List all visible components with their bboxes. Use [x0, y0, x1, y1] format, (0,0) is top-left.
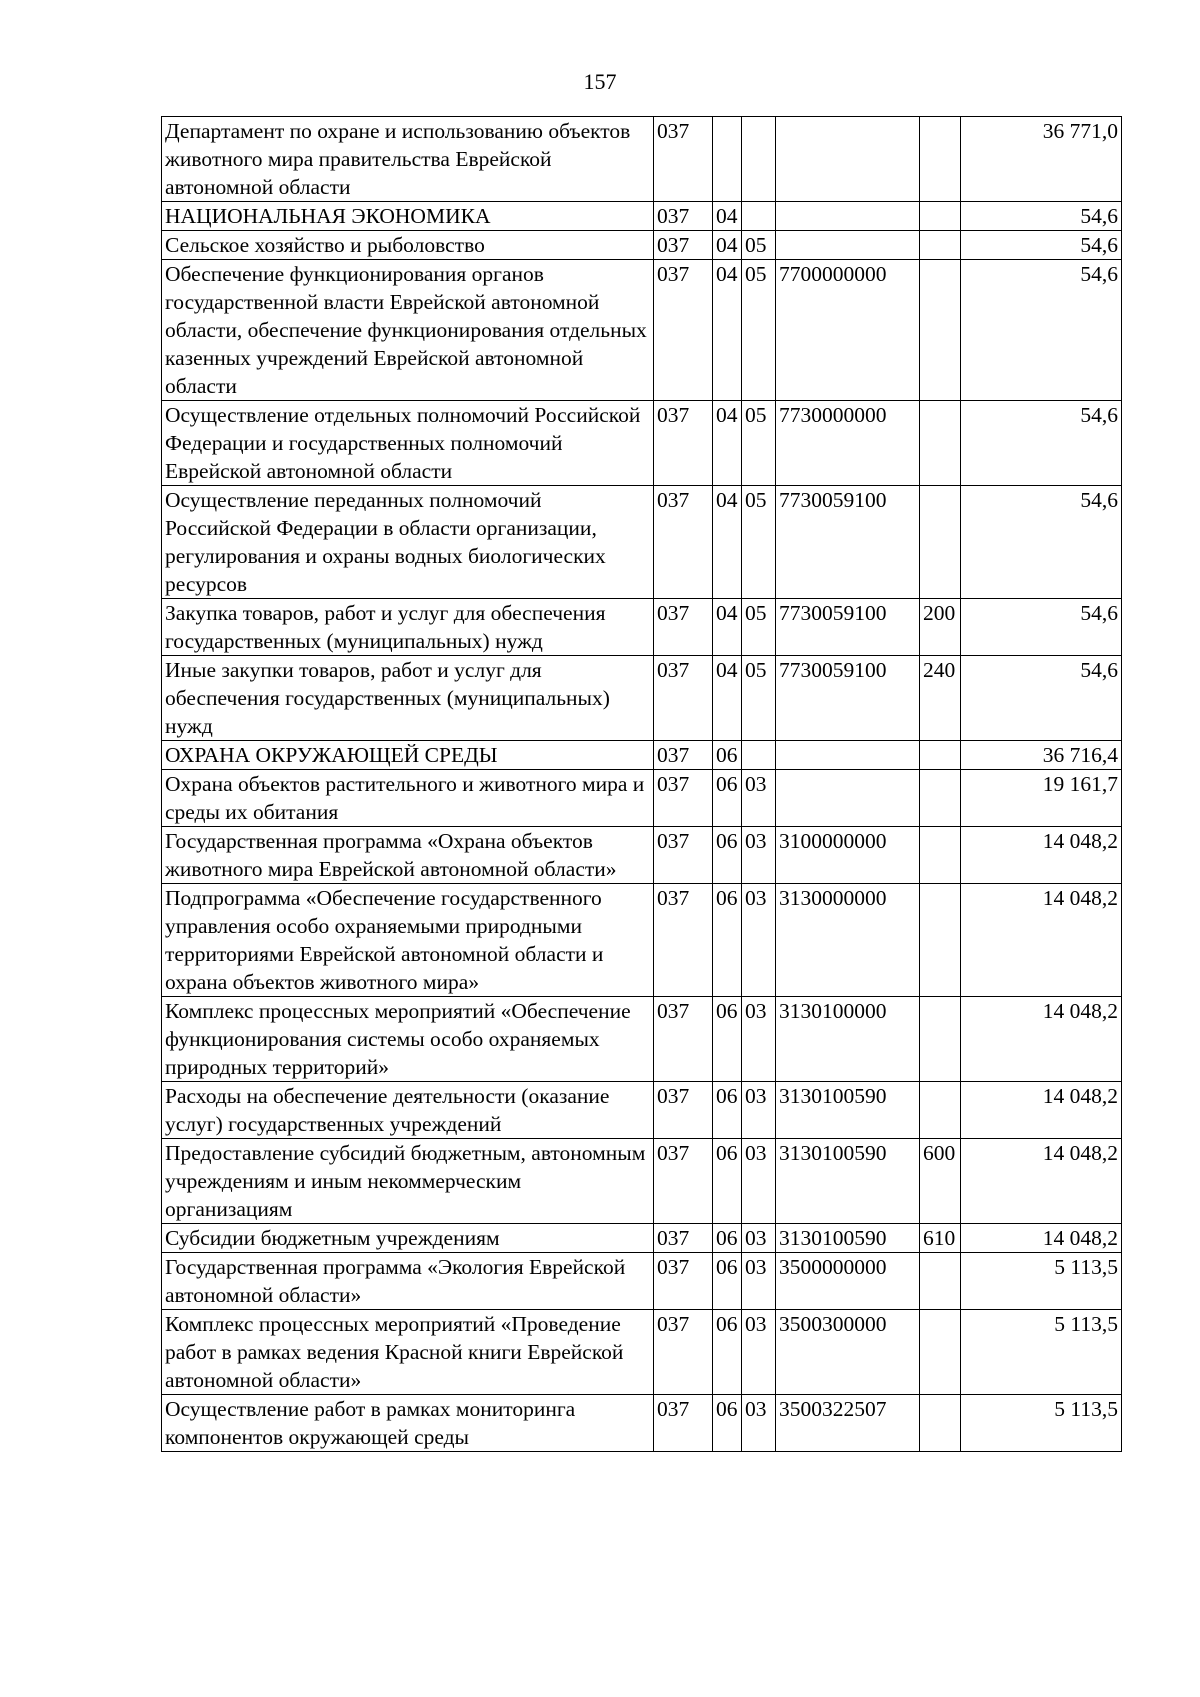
row-rz-cell: 06 [713, 1224, 742, 1253]
row-gr-cell: 037 [654, 770, 713, 827]
row-sum-cell: 14 048,2 [961, 884, 1122, 997]
table-row [162, 260, 1122, 401]
row-vr-cell [920, 231, 961, 260]
row-pr-cell: 03 [742, 1395, 776, 1452]
row-vr-cell [920, 1395, 961, 1452]
row-rz-cell [713, 117, 742, 202]
row-csr-cell: 3500300000 [776, 1310, 920, 1395]
row-gr-cell: 037 [654, 1082, 713, 1139]
row-sum-cell: 5 113,5 [961, 1395, 1122, 1452]
row-csr-cell [776, 231, 920, 260]
row-gr-cell: 037 [654, 1139, 713, 1224]
row-vr-cell [920, 486, 961, 599]
row-vr-cell [920, 827, 961, 884]
row-gr-cell: 037 [654, 1310, 713, 1395]
row-vr-cell [920, 997, 961, 1082]
row-gr-cell: 037 [654, 599, 713, 656]
row-pr-cell: 03 [742, 1082, 776, 1139]
row-csr-cell: 7730059100 [776, 656, 920, 741]
row-csr-cell: 7730000000 [776, 401, 920, 486]
table-row [162, 1310, 1122, 1395]
row-pr-cell: 05 [742, 401, 776, 486]
row-vr-cell [920, 117, 961, 202]
row-pr-cell: 05 [742, 231, 776, 260]
row-pr-cell [742, 202, 776, 231]
row-rz-cell: 06 [713, 827, 742, 884]
table-row [162, 741, 1122, 770]
row-name-cell: Закупка товаров, работ и услуг для обеспечения государственных (муниципальных) нужд [162, 599, 654, 656]
row-sum-cell: 5 113,5 [961, 1253, 1122, 1310]
row-gr-cell: 037 [654, 884, 713, 997]
row-pr-cell: 05 [742, 486, 776, 599]
row-csr-cell: 3130100000 [776, 997, 920, 1082]
row-gr-cell: 037 [654, 231, 713, 260]
row-rz-cell: 04 [713, 599, 742, 656]
row-gr-cell: 037 [654, 1253, 713, 1310]
row-csr-cell: 3130000000 [776, 884, 920, 997]
row-name-cell: Субсидии бюджетным учреждениям [162, 1224, 654, 1253]
row-rz-cell: 04 [713, 260, 742, 401]
row-sum-cell: 14 048,2 [961, 997, 1122, 1082]
row-sum-cell: 19 161,7 [961, 770, 1122, 827]
row-csr-cell: 7730059100 [776, 599, 920, 656]
page-number: 157 [583, 69, 617, 94]
row-csr-cell [776, 202, 920, 231]
row-csr-cell: 3500000000 [776, 1253, 920, 1310]
row-gr-cell: 037 [654, 1224, 713, 1253]
row-gr-cell: 037 [654, 827, 713, 884]
row-gr-cell: 037 [654, 202, 713, 231]
row-vr-cell [920, 741, 961, 770]
row-sum-cell: 36 771,0 [961, 117, 1122, 202]
row-name-cell: Охрана объектов растительного и животного мира и среды их обитания [162, 770, 654, 827]
table-row [162, 486, 1122, 599]
row-gr-cell: 037 [654, 656, 713, 741]
row-vr-cell [920, 260, 961, 401]
row-pr-cell [742, 741, 776, 770]
row-sum-cell: 14 048,2 [961, 1224, 1122, 1253]
row-rz-cell: 06 [713, 884, 742, 997]
row-rz-cell: 06 [713, 997, 742, 1082]
row-gr-cell: 037 [654, 741, 713, 770]
row-gr-cell: 037 [654, 117, 713, 202]
row-gr-cell: 037 [654, 1395, 713, 1452]
table-body [162, 117, 1122, 1452]
row-sum-cell: 54,6 [961, 401, 1122, 486]
row-csr-cell: 3130100590 [776, 1224, 920, 1253]
row-vr-cell [920, 401, 961, 486]
row-vr-cell [920, 884, 961, 997]
row-vr-cell: 200 [920, 599, 961, 656]
row-rz-cell: 06 [713, 741, 742, 770]
row-vr-cell [920, 1310, 961, 1395]
row-name-cell: Государственная программа «Охрана объектов животного мира Еврейской автономной области» [162, 827, 654, 884]
row-name-cell: Расходы на обеспечение деятельности (оказание услуг) государственных учреждений [162, 1082, 654, 1139]
row-csr-cell [776, 117, 920, 202]
row-pr-cell: 05 [742, 260, 776, 401]
row-name-cell: Осуществление работ в рамках мониторинга компонентов окружающей среды [162, 1395, 654, 1452]
row-pr-cell [742, 117, 776, 202]
row-csr-cell: 3100000000 [776, 827, 920, 884]
row-name-cell: Предоставление субсидий бюджетным, автономным учреждениям и иным некоммерческим организациям [162, 1139, 654, 1224]
table-row [162, 656, 1122, 741]
table-row [162, 1253, 1122, 1310]
row-vr-cell [920, 202, 961, 231]
row-rz-cell: 06 [713, 770, 742, 827]
row-gr-cell: 037 [654, 997, 713, 1082]
table-row [162, 1139, 1122, 1224]
row-csr-cell: 7700000000 [776, 260, 920, 401]
row-sum-cell: 54,6 [961, 599, 1122, 656]
row-csr-cell: 3500322507 [776, 1395, 920, 1452]
table-row [162, 1395, 1122, 1452]
row-pr-cell: 05 [742, 656, 776, 741]
row-gr-cell: 037 [654, 401, 713, 486]
row-name-cell: Иные закупки товаров, работ и услуг для обеспечения государственных (муниципальных) нужд [162, 656, 654, 741]
row-pr-cell: 03 [742, 770, 776, 827]
row-sum-cell: 54,6 [961, 231, 1122, 260]
row-name-cell: НАЦИОНАЛЬНАЯ ЭКОНОМИКА [162, 202, 654, 231]
row-csr-cell: 7730059100 [776, 486, 920, 599]
row-vr-cell [920, 1082, 961, 1139]
row-name-cell: Департамент по охране и использованию объектов животного мира правительства Еврейской автономной области [162, 117, 654, 202]
table-row [162, 1224, 1122, 1253]
row-name-cell: Государственная программа «Экология Еврейской автономной области» [162, 1253, 654, 1310]
row-vr-cell: 240 [920, 656, 961, 741]
row-vr-cell [920, 770, 961, 827]
row-rz-cell: 06 [713, 1082, 742, 1139]
row-pr-cell: 03 [742, 1310, 776, 1395]
row-rz-cell: 04 [713, 231, 742, 260]
row-rz-cell: 06 [713, 1310, 742, 1395]
row-vr-cell [920, 1253, 961, 1310]
row-sum-cell: 54,6 [961, 260, 1122, 401]
row-sum-cell: 5 113,5 [961, 1310, 1122, 1395]
row-sum-cell: 14 048,2 [961, 827, 1122, 884]
row-vr-cell: 600 [920, 1139, 961, 1224]
row-rz-cell: 04 [713, 202, 742, 231]
table-row [162, 884, 1122, 997]
row-name-cell: Осуществление переданных полномочий Российской Федерации в области организации, регулирования и охраны водных биологических ресурсов [162, 486, 654, 599]
row-gr-cell: 037 [654, 486, 713, 599]
row-pr-cell: 03 [742, 1253, 776, 1310]
row-name-cell: Обеспечение функционирования органов государственной власти Еврейской автономной области, обеспечение функционирования отдельных казенных учреждений Еврейской автономной области [162, 260, 654, 401]
row-name-cell: Осуществление отдельных полномочий Российской Федерации и государственных полномочий Еврейской автономной области [162, 401, 654, 486]
table-row [162, 231, 1122, 260]
table-row [162, 827, 1122, 884]
row-rz-cell: 04 [713, 656, 742, 741]
row-rz-cell: 06 [713, 1395, 742, 1452]
row-rz-cell: 06 [713, 1139, 742, 1224]
row-csr-cell [776, 741, 920, 770]
row-name-cell: Комплекс процессных мероприятий «Проведение работ в рамках ведения Красной книги Еврейской автономной области» [162, 1310, 654, 1395]
row-sum-cell: 14 048,2 [961, 1082, 1122, 1139]
row-rz-cell: 06 [713, 1253, 742, 1310]
row-name-cell: Подпрограмма «Обеспечение государственного управления особо охраняемыми природными территориями Еврейской автономной области и охрана объектов животного мира» [162, 884, 654, 997]
budget-table [161, 116, 1122, 1452]
row-name-cell: Комплекс процессных мероприятий «Обеспечение функционирования системы особо охраняемых природных территорий» [162, 997, 654, 1082]
table-row [162, 202, 1122, 231]
row-pr-cell: 03 [742, 997, 776, 1082]
row-pr-cell: 03 [742, 827, 776, 884]
row-name-cell: ОХРАНА ОКРУЖАЮЩЕЙ СРЕДЫ [162, 741, 654, 770]
table-row [162, 599, 1122, 656]
row-gr-cell: 037 [654, 260, 713, 401]
row-csr-cell: 3130100590 [776, 1139, 920, 1224]
table-row [162, 117, 1122, 202]
row-pr-cell: 05 [742, 599, 776, 656]
table-row [162, 770, 1122, 827]
row-sum-cell: 36 716,4 [961, 741, 1122, 770]
row-sum-cell: 54,6 [961, 486, 1122, 599]
row-sum-cell: 14 048,2 [961, 1139, 1122, 1224]
row-pr-cell: 03 [742, 884, 776, 997]
table-row [162, 401, 1122, 486]
row-sum-cell: 54,6 [961, 202, 1122, 231]
row-name-cell: Сельское хозяйство и рыболовство [162, 231, 654, 260]
table-row [162, 1082, 1122, 1139]
row-csr-cell: 3130100590 [776, 1082, 920, 1139]
table-row [162, 997, 1122, 1082]
row-rz-cell: 04 [713, 401, 742, 486]
row-sum-cell: 54,6 [961, 656, 1122, 741]
row-rz-cell: 04 [713, 486, 742, 599]
row-csr-cell [776, 770, 920, 827]
row-pr-cell: 03 [742, 1224, 776, 1253]
row-pr-cell: 03 [742, 1139, 776, 1224]
row-vr-cell: 610 [920, 1224, 961, 1253]
